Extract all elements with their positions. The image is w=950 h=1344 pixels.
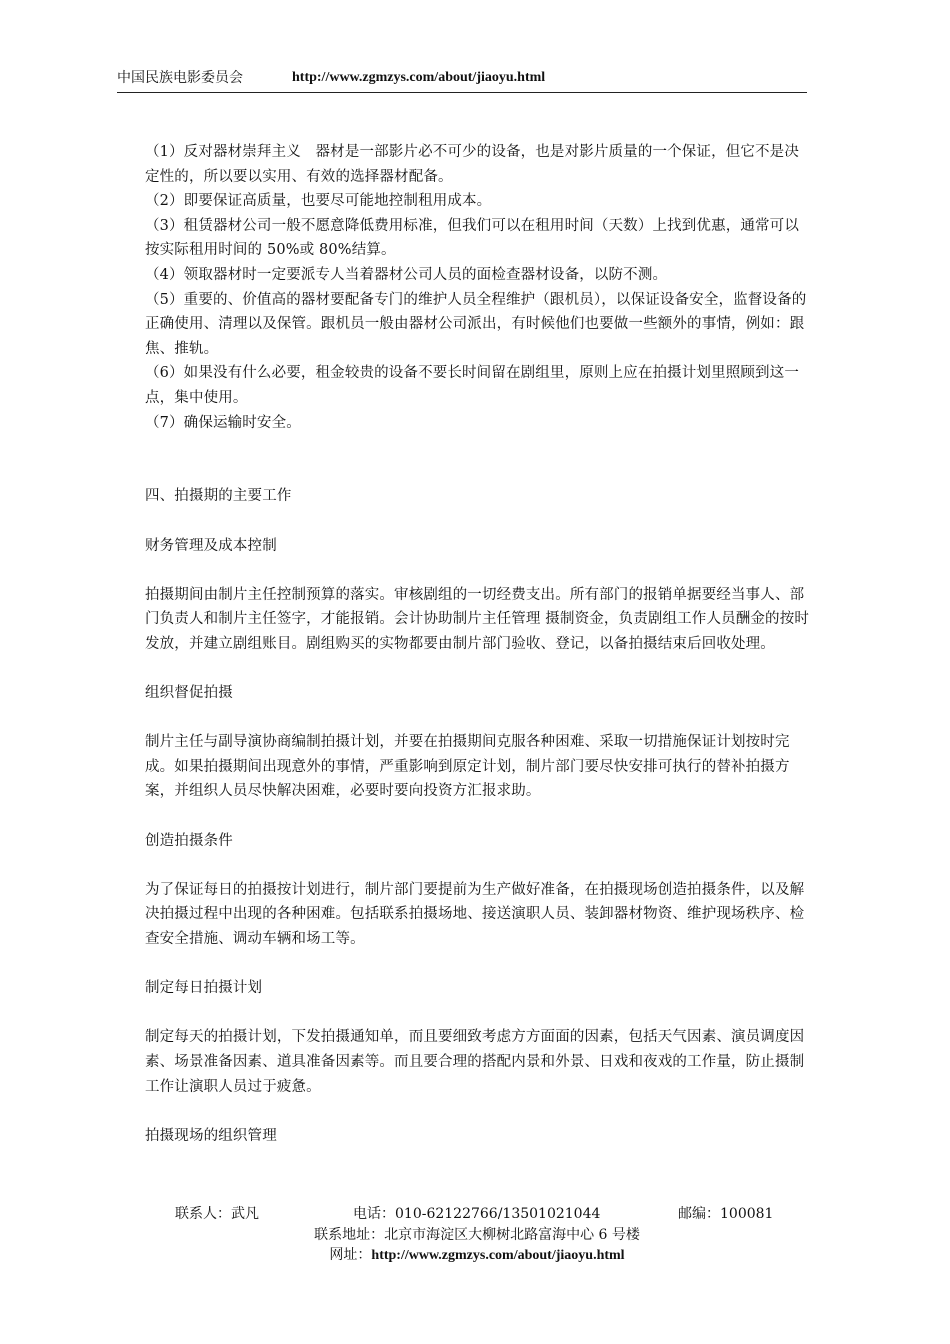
list-item: （4）领取器材时一定要派专人当着器材公司人员的面检查器材设备，以防不测。 <box>145 266 668 283</box>
document-body <box>145 140 810 1148</box>
list-item: （5）重要的、价值高的器材要配备专门的维护人员全程维护（跟机员），以保证设备安全，监督设备的正确使用、清理以及保管。跟机员一般由器材公司派出，有时候他们也要做一些额外的事情，例如：跟焦、推轨。 <box>145 291 807 357</box>
page-footer <box>0 1204 950 1266</box>
subsection-title-supervise: 组织督促拍摄 <box>145 685 233 702</box>
subsection-title-daily: 制定每日拍摄计划 <box>145 980 263 997</box>
subsection-title-finance: 财务管理及成本控制 <box>145 537 277 554</box>
subsection-title-conditions: 创造拍摄条件 <box>145 832 233 849</box>
footer-postcode: 邮编：100081 <box>678 1206 774 1222</box>
footer-website-label: 网址： <box>329 1247 372 1263</box>
header-url: http://www.zgmzys.com/about/jiaoyu.html <box>292 70 546 85</box>
footer-contact: 联系人：武凡 <box>175 1206 259 1222</box>
list-item: （6）如果没有什么必要，租金较贵的设备不要长时间留在剧组里，原则上应在拍摄计划里照顾到这一点，集中使用。 <box>145 365 799 406</box>
list-item: （3）租赁器材公司一般不愿意降低费用标准，但我们可以在租用时间（天数）上找到优惠，通常可以按实际租用时间的 50%或 80%结算。 <box>145 217 799 259</box>
section-title: 四、拍摄期的主要工作 <box>145 488 292 505</box>
paragraph-supervise: 制片主任与副导演协商编制拍摄计划，并要在拍摄期间克服各种困难、采取一切措施保证计划按时完成。如果拍摄期间出现意外的事情，严重影响到原定计划，制片部门要尽快安排可执行的替补拍摄方案，并组织人员尽快解决困难，必要时要向投资方汇报求助。 <box>145 734 790 800</box>
footer-address: 联系地址：北京市海淀区大柳树北路富海中心 6 号楼 <box>314 1227 640 1243</box>
subsection-title-onsite: 拍摄现场的组织管理 <box>145 1127 277 1144</box>
footer-website <box>0 1245 950 1266</box>
list-item: （7）确保运输时安全。 <box>145 414 301 431</box>
list-item: （1）反对器材崇拜主义 器材是一部影片必不可少的设备，也是对影片质量的一个保证，但它不是决定性的，所以要以实用、有效的选择器材配备。 <box>145 144 799 185</box>
list-item: （2）即要保证高质量，也要尽可能地控制租用成本。 <box>145 193 492 210</box>
footer-website-url: http://www.zgmzys.com/about/jiaoyu.html <box>371 1248 625 1263</box>
footer-phone: 电话：010-62122766/13501021044 <box>353 1206 601 1222</box>
page-header <box>117 68 807 93</box>
header-org-name: 中国民族电影委员会 <box>117 70 243 86</box>
paragraph-finance: 拍摄期间由制片主任控制预算的落实。审核剧组的一切经费支出。所有部门的报销单据要经当事人、部门负责人和制片主任签字，才能报销。会计协助制片主任管理 摄制资金，负责剧组工作人员酬金的按时发放，并建立剧组账目。剧组购买的实物都要由制片部门验收、登记，以备拍摄结束后回收处理。 <box>145 586 810 652</box>
paragraph-daily: 制定每天的拍摄计划，下发拍摄通知单，而且要细致考虑方方面面的因素，包括天气因素、演员调度因素、场景准备因素、道具准备因素等。而且要合理的搭配内景和外景、日戏和夜戏的工作量，防止摄制工作让演职人员过于疲惫。 <box>145 1029 805 1095</box>
paragraph-conditions: 为了保证每日的拍摄按计划进行，制片部门要提前为生产做好准备，在拍摄现场创造拍摄条件，以及解决拍摄过程中出现的各种困难。包括联系拍摄场地、接送演职人员、装卸器材物资、维护现场秩序、检查安全措施、调动车辆和场工等。 <box>145 881 805 947</box>
